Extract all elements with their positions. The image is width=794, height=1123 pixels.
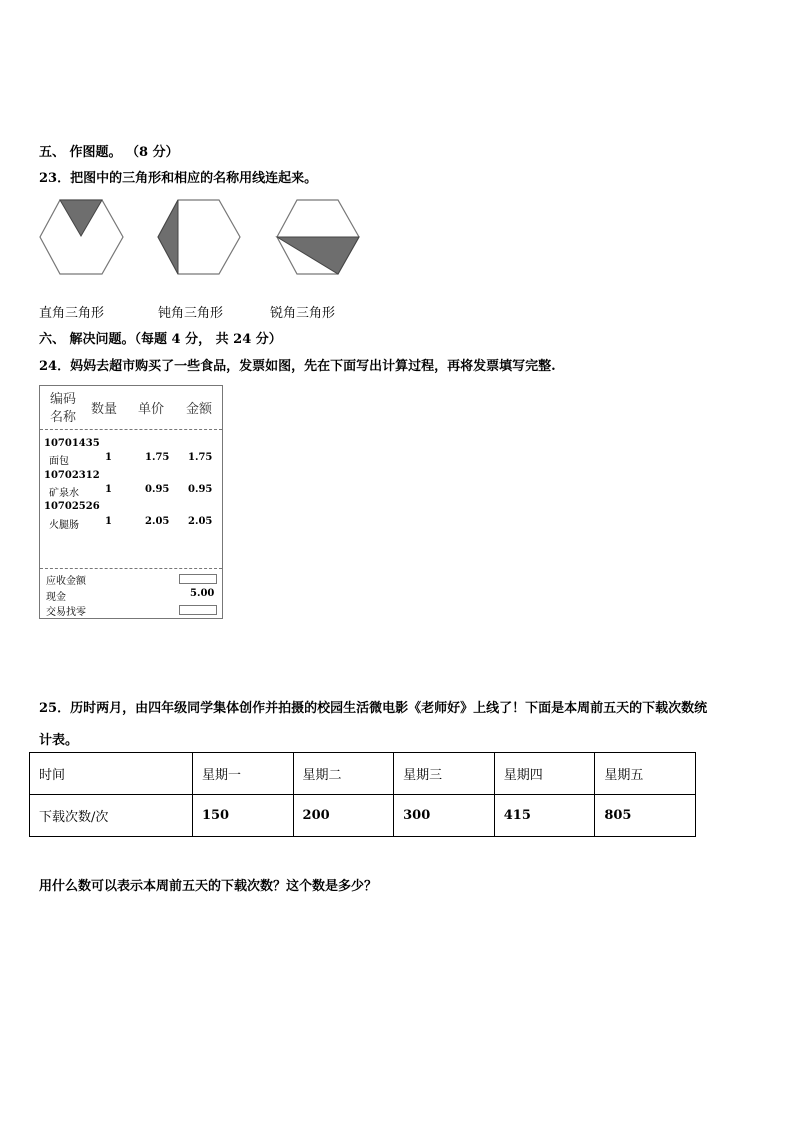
- right-triangle-shape: [60, 200, 102, 236]
- section-six-title: 六、 解决问题。（每题 4 分， 共 24 分）: [39, 332, 282, 347]
- obtuse-triangle-shape: [158, 200, 178, 274]
- receipt-item-name: 矿泉水: [49, 488, 79, 499]
- receipt-item-code: 10702526: [44, 501, 100, 512]
- table-header-cell: 星期五: [595, 753, 696, 795]
- receipt-due-blank: [179, 574, 217, 584]
- receipt-item-code: 10702312: [44, 470, 100, 481]
- receipt-cash-label: 现金: [46, 592, 66, 603]
- table-row-label: 下载次数/次: [30, 795, 193, 837]
- receipt-divider-top: [40, 429, 222, 430]
- label-acute-triangle: 锐角三角形: [270, 306, 336, 321]
- table-cell: 300: [394, 795, 495, 837]
- receipt-header-amount: 金额: [186, 402, 213, 417]
- question-24-text: 24．妈妈去超市购买了一些食品，发票如图，先在下面写出计算过程，再将发票填写完整.: [39, 359, 556, 374]
- receipt-header-code: 编码: [50, 392, 77, 407]
- receipt-item-qty: 1: [105, 516, 112, 527]
- table-header-cell: 时间: [30, 753, 193, 795]
- question-25-text-cont: 计表。: [39, 733, 79, 748]
- receipt-header-price: 单价: [138, 402, 165, 417]
- receipt-change-blank: [179, 605, 217, 615]
- question-25-subquestion: 用什么数可以表示本周前五天的下载次数？这个数是多少？: [39, 879, 378, 894]
- receipt-header-name: 名称: [50, 410, 77, 425]
- download-stats-table: [29, 752, 696, 837]
- table-header-cell: 星期三: [394, 753, 495, 795]
- question-25-text: 25．历时两月，由四年级同学集体创作并拍摄的校园生活微电影《老师好》上线了！下面是本周前五天的下载次数统: [39, 701, 708, 716]
- table-header-cell: 星期二: [293, 753, 394, 795]
- receipt: [39, 385, 223, 619]
- receipt-item-qty: 1: [105, 452, 112, 463]
- receipt-change-label: 交易找零: [46, 607, 86, 618]
- receipt-item-price: 1.75: [145, 452, 170, 463]
- table-cell: 805: [595, 795, 696, 837]
- receipt-header-qty: 数量: [91, 402, 118, 417]
- receipt-item-name: 面包: [49, 456, 69, 467]
- table-header-cell: 星期一: [192, 753, 293, 795]
- label-right-triangle: 直角三角形: [39, 306, 105, 321]
- hexagon-figure-1: [40, 200, 123, 274]
- label-obtuse-triangle: 钝角三角形: [158, 306, 224, 321]
- hexagon-figure-2: [158, 200, 240, 274]
- receipt-item-amount: 1.75: [188, 452, 213, 463]
- table-cell: 150: [192, 795, 293, 837]
- receipt-item-code: 10701435: [44, 438, 100, 449]
- table-cell: 415: [494, 795, 595, 837]
- table-row: [30, 795, 696, 837]
- hexagon-figures: [38, 198, 368, 278]
- receipt-item-price: 2.05: [145, 516, 170, 527]
- receipt-due-label: 应收金额: [46, 576, 86, 587]
- receipt-item-price: 0.95: [145, 484, 170, 495]
- receipt-item-amount: 2.05: [188, 516, 213, 527]
- table-header-row: [30, 753, 696, 795]
- acute-triangle-shape: [277, 237, 359, 274]
- table-header-cell: 星期四: [494, 753, 595, 795]
- question-23-text: 23．把图中的三角形和相应的名称用线连起来。: [39, 171, 318, 186]
- receipt-item-amount: 0.95: [188, 484, 213, 495]
- receipt-item-name: 火腿肠: [49, 520, 79, 531]
- receipt-cash-value: 5.00: [190, 588, 215, 599]
- section-five-title: 五、 作图题。 （8 分）: [39, 145, 179, 160]
- table-cell: 200: [293, 795, 394, 837]
- hexagon-figure-3: [277, 200, 359, 274]
- receipt-divider-bottom: [40, 568, 222, 569]
- receipt-item-qty: 1: [105, 484, 112, 495]
